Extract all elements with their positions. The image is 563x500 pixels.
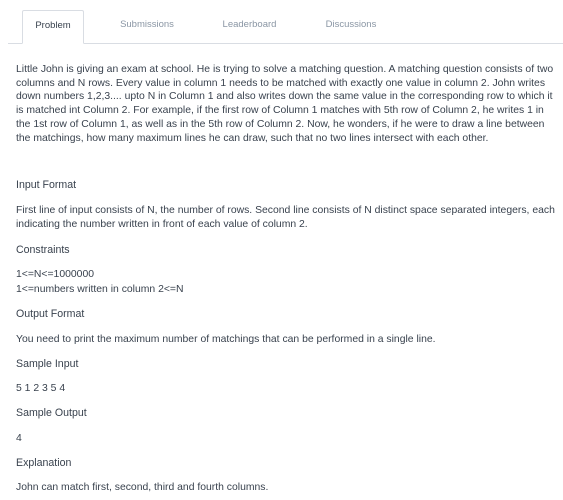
sample-input-heading: Sample Input bbox=[16, 358, 79, 370]
constraint-values: 1<=numbers written in column 2<=N bbox=[16, 284, 184, 295]
tab-discussions[interactable]: Discussions bbox=[325, 19, 377, 30]
explanation-text: John can match first, second, third and fourth columns. bbox=[16, 482, 269, 493]
constraint-n: 1<=N<=1000000 bbox=[16, 269, 95, 280]
input-format-heading: Input Format bbox=[16, 179, 77, 191]
explanation-heading: Explanation bbox=[16, 457, 72, 469]
sample-input-value: 5 1 2 3 5 4 bbox=[16, 383, 66, 394]
input-format-text: First line of input consists of N, the number of rows. Second line consists of N distinct space separated integers, each indicating the number written in front of each value of column 2. bbox=[16, 205, 555, 230]
problem-statement-text: Little John is giving an exam at school. He is trying to solve a matching question. A matching question consists of two columns and N rows. Every value in column 1 needs to be matched with exactly one value in column 2. John writes down numbers 1,2,3.... upto N in Column 1 and also writes down the same value in the corresponding row to which it is matched int Column 2. For example, if the first row of Column 1 matches with 5th row of Column 2, he writes 1 in the 1st row of Column 1, as well as in the 5th row of Column 2. Now, he wonders, if he were to draw a line between the matchings, how many maximum lines he can draw, such that no two lines intersect with each other. bbox=[16, 64, 554, 144]
sample-output-heading: Sample Output bbox=[16, 407, 87, 419]
output-format-text: You need to print the maximum number of matchings that can be performed in a single line. bbox=[16, 334, 436, 345]
tab-submissions[interactable]: Submissions bbox=[120, 19, 174, 30]
tab-problem[interactable]: Problem bbox=[22, 10, 84, 44]
output-format-heading: Output Format bbox=[16, 308, 85, 320]
problem-statement bbox=[16, 63, 556, 145]
constraints-heading: Constraints bbox=[16, 244, 70, 256]
sample-output-value: 4 bbox=[16, 433, 22, 444]
tab-leaderboard[interactable]: Leaderboard bbox=[222, 19, 277, 30]
tab-bar bbox=[0, 0, 563, 44]
